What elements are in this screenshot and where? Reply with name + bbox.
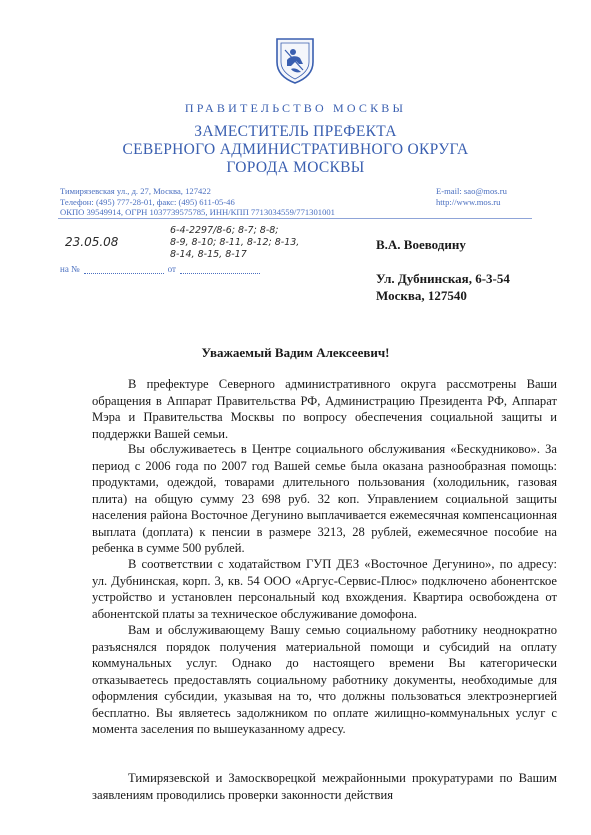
- registration-codes-line: ОКПО 39549914, ОГРН 1037739575785, ИНН/КПП 7713034559/771301001: [60, 207, 335, 218]
- government-title: ПРАВИТЕЛЬСТВО МОСКВЫ: [184, 101, 407, 115]
- ref-line: 6-4-2297/8-6; 8-7; 8-8;: [170, 225, 279, 236]
- from-label: от: [167, 264, 176, 274]
- body-paragraph: Вам и обслуживающему Вашу семью социальному работнику неоднократно разъяснялся порядок получения материальной помощи и субсидий на оплату коммунальных услуг. Однако до настоящего времени Вы категорически отказываетесь предоставлять социальному работнику документы, необходимые для оформления субсидии, указывая на то, что должны пользоваться электроэнергией бесплатно. Вы являетесь задолжником по оплате жилищно-коммунальных услуг с момента заселения по вышеуказанному адресу.: [92, 623, 557, 736]
- email-text: E-mail: sao@mos.ru: [436, 186, 507, 196]
- address-line: Тимирязевская ул., д. 27, Москва, 127422: [60, 186, 211, 196]
- letterhead-divider: [58, 218, 532, 219]
- body-paragraph: Тимирязевской и Замоскворецкой межрайонными прокуратурами по Вашим заявлениям проводились проверки законности действия: [92, 771, 557, 802]
- recipient-street: Ул. Дубнинская, 6-3-54: [376, 271, 510, 286]
- body-paragraph: В префектуре Северного административного округа рассмотрены Ваши обращения в Аппарат Правительства РФ, Администрацию Президента РФ, Аппарат Мэра и Правительства Москвы по вопросу обеспечения социальной защиты и поддержки Вашей семьи.: [92, 377, 557, 441]
- office-title-line-2: СЕВЕРНОГО АДМИНИСТРАТИВНОГО ОКРУГА: [122, 141, 469, 158]
- phone-line: Телефон: (495) 777-28-01, факс: (495) 611-05-46: [60, 196, 235, 207]
- office-title-line-3: ГОРОДА МОСКВЫ: [226, 159, 365, 176]
- recipient-name: В.А. Воеводину: [376, 237, 466, 252]
- ref-line: 8-9, 8-10; 8-11, 8-12; 8-13,: [170, 237, 300, 248]
- incoming-reference-field: [60, 264, 264, 274]
- from-blank: [180, 273, 260, 274]
- handwritten-reference-numbers: [170, 225, 350, 261]
- moscow-coat-of-arms-icon: [273, 36, 317, 84]
- recipient-block: [376, 236, 510, 304]
- number-label: на №: [60, 264, 80, 274]
- handwritten-date: 23.05.08: [65, 235, 119, 249]
- number-blank: [84, 273, 164, 274]
- salutation: Уважаемый Вадим Алексеевич!: [201, 345, 390, 360]
- office-contact-block: [436, 186, 507, 207]
- office-title-line-1: ЗАМЕСТИТЕЛЬ ПРЕФЕКТА: [194, 123, 397, 140]
- body-paragraph: Вы обслуживаетесь в Центре социального обслуживания «Бескудниково». За период с 2006 года по 2007 год Вашей семье была оказана разнообразная помощь: продуктами, одеждой, товарами длительного пользования (холодильник, газовая плита) на общую сумму 23 698 руб. 32 коп. Управлением социальной защиты населения района Восточное Дегунино выплачивается ежемесячная компенсационная выплата (доплата) к пенсии в размере 3213, 28 рублей, ежемесячное пособие на ребенка в сумме 500 рублей.: [92, 442, 557, 555]
- ref-line: 8-14, 8-15, 8-17: [170, 249, 247, 260]
- office-address-block: [60, 186, 335, 218]
- recipient-city: Москва, 127540: [376, 288, 467, 303]
- website-text: http://www.mos.ru: [436, 196, 501, 207]
- body-paragraph: В соответствии с ходатайством ГУП ДЕЗ «Восточное Дегунино», по адресу: ул. Дубнинская, корп. 3, кв. 54 ООО «Аргус-Сервис-Плюс» подключено абонентское устройство и установлен персональный код вхождения. Квартира освобождена от абонентской платы за техническое обслуживание домофона.: [92, 557, 557, 621]
